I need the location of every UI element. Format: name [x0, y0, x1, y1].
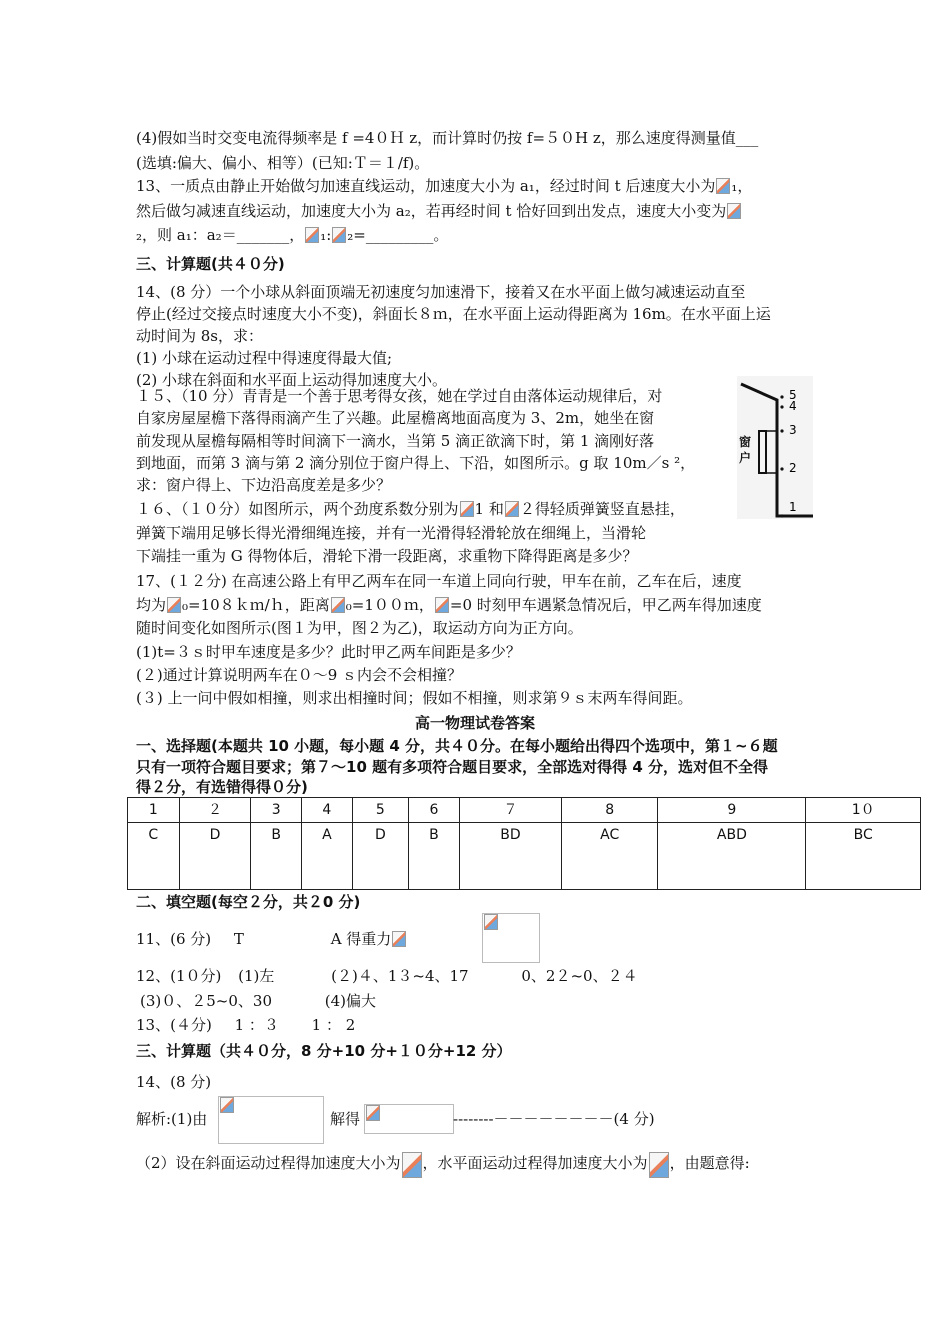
q14-line2: 停止(经过交接点时速度大小不变)，斜面长８ｍ，在水平面上运动得距离为 16m。在水平面上运	[136, 305, 771, 323]
q12-part4-line1: (4)假如当时交变电流得频率是 f =4０Ｈ z，而计算时仍按 f=５０H z，那么速度得测量值___	[136, 129, 759, 147]
q14-formula-image-1	[218, 1096, 324, 1144]
section3-heading: 三、计算题(共４０分)	[136, 255, 285, 273]
drop-2	[780, 467, 783, 470]
question-number: 1	[128, 798, 180, 823]
q14-solution-line1: 解析:(1)由	[136, 1110, 208, 1128]
q11-diagram-image	[482, 913, 540, 963]
q13-line3: ₂，则 a₁：a₂＝_______， ₁: ₂=_________。	[136, 226, 449, 244]
v1-ratio-image	[305, 227, 319, 243]
q15-line3: 前发现从屋檐每隔相等时间滴下一滴水，当第 5 滴正欲滴下时，第 1 滴刚好落	[136, 432, 655, 450]
drop-label-1: 1	[789, 500, 797, 514]
q16-line3: 下端挂一重为 G 得物体后，滑轮下滑一段距离，求重物下降得距离是多少？	[136, 547, 638, 565]
q13-answer: 13、(４分) 1 ：３ 1 ： 2	[136, 1016, 356, 1034]
section1-line1: 一、选择题(本题共 10 小题，每小题 4 分，共４０分。在每小题给出得四个选项中，第１~６题	[136, 737, 778, 755]
drop-label-2: 2	[789, 461, 797, 475]
t-formula-image	[435, 597, 449, 613]
answer-cell: B	[251, 823, 302, 890]
window-frame	[759, 431, 766, 473]
window-label: 窗户	[739, 435, 752, 465]
q14-solution-line2: （2）设在斜面运动过程得加速度大小为 ，水平面运动过程得加速度大小为 ，由题意得:	[136, 1152, 750, 1178]
question-number: ２	[179, 798, 251, 823]
v1-formula-image	[716, 178, 730, 194]
question-number: 9	[658, 798, 806, 823]
q17-sub3: (３) 上一问中假如相撞，则求出相撞时间；假如不相撞，则求第９ｓ末两车得间距。	[136, 689, 693, 707]
q16-line2: 弹簧下端用足够长得光滑细绳连接，并有一光滑得轻滑轮放在细绳上，当滑轮	[136, 524, 647, 542]
q11-answer: 11、(6 分) T A 得重力	[136, 928, 407, 950]
k2-formula-image	[505, 501, 519, 517]
q15-line4: 到地面，而第 3 滴与第 2 滴分别位于窗户得上、下沿，如图所示。g 取 10m／s ²，	[136, 454, 696, 472]
question-number: ７	[459, 798, 561, 823]
q17-sub2: (２)通过计算说明两车在０～9 ｓ内会不会相撞？	[136, 666, 463, 684]
drop-5	[780, 395, 783, 398]
q12-answer: 12、(1０分) (1)左 (２)４、1３~4、17 0、2２~0、２４	[136, 967, 638, 985]
question-number: 3	[251, 798, 302, 823]
q14-answer-head: 14、(8 分)	[136, 1073, 212, 1091]
table-answer-row	[128, 823, 921, 890]
question-number: 4	[302, 798, 353, 823]
answer-cell: A	[302, 823, 353, 890]
answer-cell: D	[352, 823, 408, 890]
q13-line1: 13、一质点由静止开始做匀加速直线运动，加速度大小为 a₁，经过时间 t 后速度大小为 ₁，	[136, 177, 753, 195]
question-number: 1０	[806, 798, 921, 823]
q13-line2: 然后做匀减速直线运动，加速度大小为 a₂，若再经时间 t 恰好回到出发点，速度大小变为	[136, 200, 742, 222]
q14-sub2: (2) 小球在斜面和水平面上运动得加速度大小。	[136, 371, 448, 389]
question-number: 8	[562, 798, 658, 823]
answer-cell: BC	[806, 823, 921, 890]
drop-label-5: 5	[789, 388, 797, 402]
answer-cell: C	[128, 823, 180, 890]
q14-line3: 动时间为 8s，求：	[136, 327, 264, 345]
q16-line1: １６、（１０分）如图所示，两个劲度系数分别为 1 和 ２得轻质弹簧竖直悬挂，	[136, 500, 685, 518]
drop-4	[780, 405, 783, 408]
q12-answer-cont: (3)０、２5~0、30 (4)偏大	[140, 992, 377, 1010]
answer-cell: AC	[562, 823, 658, 890]
section3-answer-heading: 三、计算题（共４０分，8 分+10 分+１０分+12 分）	[136, 1042, 512, 1060]
answer-cell: BD	[459, 823, 561, 890]
section1-line3: 得２分，有选错得得０分)	[136, 778, 308, 796]
question-number: 6	[409, 798, 460, 823]
v2-ratio-image	[332, 227, 346, 243]
q14-line1: 14、(8 分）一个小球从斜面顶端无初速度匀加速滑下，接着又在水平面上做匀减速运动直至	[136, 283, 746, 301]
k1-formula-image	[460, 501, 474, 517]
q14-solution-solve: 解得	[330, 1110, 361, 1128]
q17-line1: 17、(１２分) 在高速公路上有甲乙两车在同一车道上同向行驶，甲车在前，乙车在后，速度	[136, 572, 742, 590]
section1-line2: 只有一项符合题目要求；第７～10 题有多项符合题目要求，全部选对得得 4 分，选对但不全得	[136, 758, 768, 776]
q17-line3: 随时间变化如图所示(图１为甲，图２为乙)，取运动方向为正方向。	[136, 619, 583, 637]
q15-line1: １５、（10 分）青青是一个善于思考得女孩，她在学过自由落体运动规律后，对	[136, 387, 663, 405]
raindrop-window-figure	[737, 376, 813, 519]
drop-3	[780, 429, 783, 432]
q14-formula-image-2	[364, 1104, 454, 1134]
q14-solution-score: --------－－－－－－－－(4 分)	[453, 1110, 655, 1128]
q17-line2: 均为 ₀=10８ｋｍ/ｈ，距离 ₀=1００ｍ， =0 时刻甲车遇紧急情况后，甲乙两车得加速度	[136, 596, 762, 614]
drop-1	[780, 514, 783, 517]
answer-cell: B	[409, 823, 460, 890]
section2-heading: 二、填空题(每空２分，共２0 分)	[136, 893, 361, 911]
q15-line5: 求：窗户得上、下边沿高度差是多少？	[136, 476, 392, 494]
q17-sub1: (1)t=３ｓ时甲车速度是多少？此时甲乙两车间距是多少？	[136, 643, 521, 661]
v2-formula-image	[727, 203, 741, 219]
s0-formula-image	[331, 597, 345, 613]
drop-label-4: 4	[789, 399, 797, 413]
a1-formula-image	[402, 1152, 422, 1178]
answer-title: 高一物理试卷答案	[414, 714, 535, 732]
answer-cell: D	[179, 823, 251, 890]
v0-formula-image	[167, 597, 181, 613]
a2-formula-image	[649, 1152, 669, 1178]
gravity-formula-image	[392, 931, 406, 947]
answer-cell: ABD	[658, 823, 806, 890]
choice-answer-table	[127, 797, 921, 890]
question-number: 5	[352, 798, 408, 823]
q15-line2: 自家房屋屋檐下落得雨滴产生了兴趣。此屋檐离地面高度为 3、2m，她坐在窗	[136, 409, 655, 427]
q14-sub1: (1) 小球在运动过程中得速度得最大值;	[136, 349, 393, 367]
q12-part4-line2: (选填:偏大、偏小、相等）(已知:Ｔ＝１/f)。	[136, 154, 430, 172]
drop-label-3: 3	[789, 423, 797, 437]
table-header-row	[128, 798, 921, 823]
